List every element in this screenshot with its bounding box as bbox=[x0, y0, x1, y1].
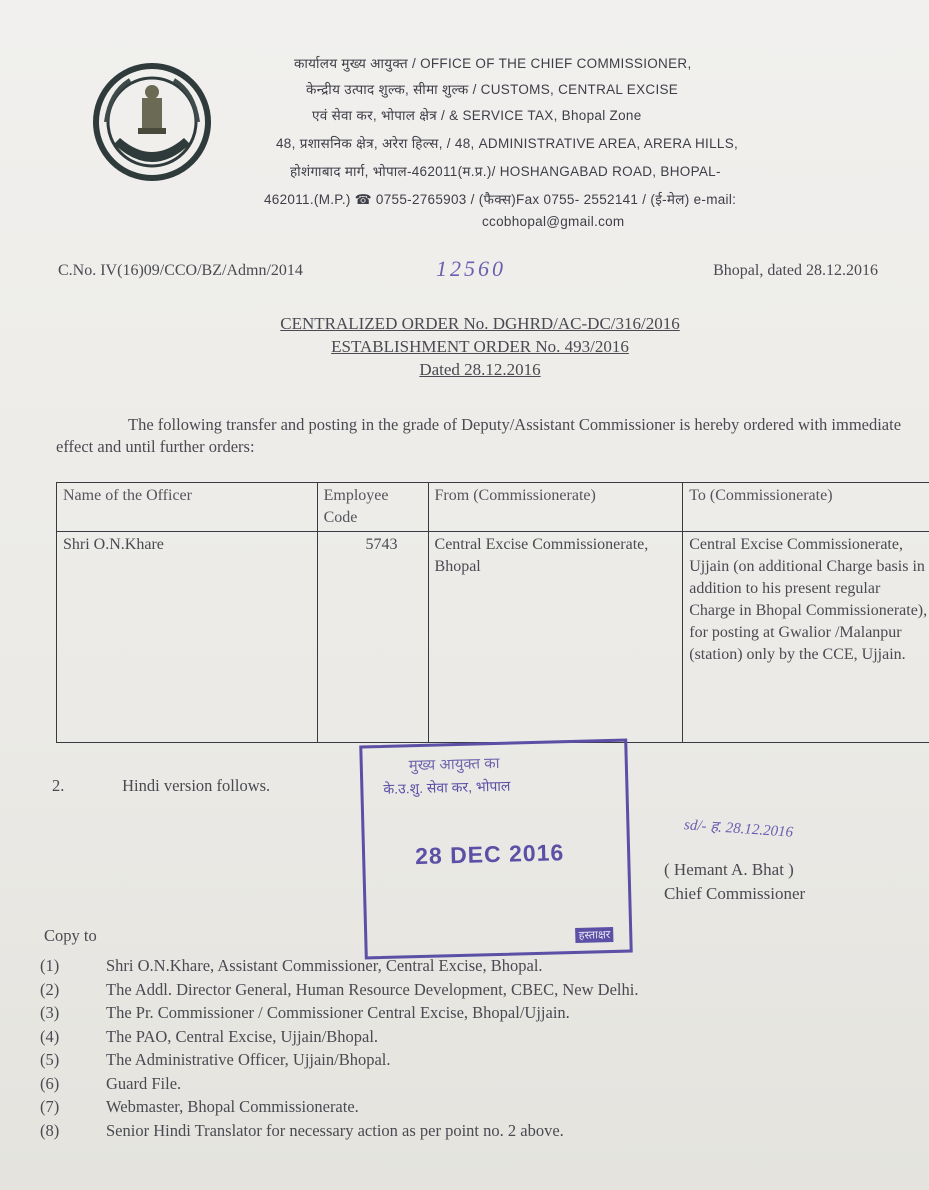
list-item-text: Webmaster, Bhopal Commissionerate. bbox=[106, 1097, 359, 1116]
order-date: Dated 28.12.2016 bbox=[419, 360, 541, 379]
letterhead-line-2: केन्द्रीय उत्पाद शुल्क, सीमा शुल्क / CUSTOMS, CENTRAL EXCISE bbox=[306, 82, 679, 97]
letterhead-line-3: एवं सेवा कर, भोपाल क्षेत्र / & SERVICE TAX, Bhopal Zone bbox=[312, 108, 642, 123]
to-commissionerate: Central Excise Commissionerate, Ujjain (on additional Charge basis in addition to his present regular Charge in Bhopal Commissionerate), for posting at Gwalior /Malanpur (station) only by the CCE, Ujjain. bbox=[683, 532, 929, 743]
centralized-order-title: CENTRALIZED ORDER No. DGHRD/AC-DC/316/2016 bbox=[280, 314, 680, 333]
signatory-name: ( Hemant A. Bhat ) bbox=[664, 860, 794, 879]
list-item-text: Senior Hindi Translator for necessary action as per point no. 2 above. bbox=[106, 1120, 564, 1140]
stamp-footer: हस्ताक्षर bbox=[575, 927, 613, 943]
list-item-text: The Administrative Officer, Ujjain/Bhopal. bbox=[106, 1050, 391, 1069]
intro-paragraph: The following transfer and posting in the grade of Deputy/Assistant Commissioner is hereby ordered with immediate effect and until further orders: bbox=[56, 415, 902, 456]
from-commissionerate: Central Excise Commissionerate, Bhopal bbox=[428, 532, 683, 743]
list-item-number: (4) bbox=[40, 1026, 60, 1046]
file-number: C.No. IV(16)09/CCO/BZ/Admn/2014 bbox=[58, 262, 303, 279]
signature-block bbox=[664, 858, 805, 906]
list-item-number: (6) bbox=[40, 1073, 60, 1093]
handwritten-dispatch-number: 12560 bbox=[436, 256, 506, 281]
list-item-text: The PAO, Central Excise, Ujjain/Bhopal. bbox=[106, 1026, 379, 1046]
signatory-designation: Chief Commissioner bbox=[664, 884, 806, 903]
handwritten-signature: sd/- ह. 28.12.2016 bbox=[683, 817, 794, 841]
list-item bbox=[40, 1072, 900, 1096]
table-row bbox=[57, 532, 929, 743]
table-header-row bbox=[57, 483, 929, 532]
list-item-number: (2) bbox=[40, 979, 60, 999]
list-item-number: (1) bbox=[40, 956, 60, 975]
stamp-date: 28 DEC 2016 bbox=[414, 839, 565, 870]
paragraph-2-text: Hindi version follows. bbox=[122, 776, 271, 795]
stamp-line-1: मुख्य आयुक्त का bbox=[408, 754, 500, 775]
paragraph-number: 2. bbox=[52, 776, 65, 795]
letterhead-email: ccobhopal@gmail.com bbox=[482, 214, 625, 229]
order-titles bbox=[200, 312, 760, 381]
list-item-text: The Addl. Director General, Human Resource Development, CBEC, New Delhi. bbox=[106, 979, 639, 999]
list-item-number: (7) bbox=[40, 1097, 60, 1116]
list-item-text: Shri O.N.Khare, Assistant Commissioner, Central Excise, Bhopal. bbox=[106, 956, 543, 975]
list-item bbox=[40, 1048, 900, 1072]
list-item bbox=[40, 1001, 900, 1025]
list-item bbox=[40, 1025, 900, 1049]
officer-name: Shri O.N.Khare bbox=[57, 532, 318, 743]
employee-code: 5743 bbox=[317, 532, 428, 743]
list-item-number: (5) bbox=[40, 1050, 60, 1069]
list-item bbox=[40, 1095, 900, 1119]
copy-to-label: Copy to bbox=[44, 926, 97, 945]
list-item-text: The Pr. Commissioner / Commissioner Central Excise, Bhopal/Ujjain. bbox=[106, 1003, 570, 1022]
customs-emblem-icon bbox=[92, 62, 212, 182]
letterhead-line-5: होशंगाबाद मार्ग, भोपाल-462011(म.प्र.)/ HOSHANGABAD ROAD, BHOPAL- bbox=[290, 164, 721, 179]
establishment-order-title: ESTABLISHMENT ORDER No. 493/2016 bbox=[331, 337, 629, 356]
stamp-line-2: के.उ.शु. सेवा कर, भोपाल bbox=[383, 777, 511, 797]
header-from: From (Commissionerate) bbox=[428, 483, 683, 532]
letterhead-line-1: कार्यालय मुख्य आयुक्त / OFFICE OF THE CHIEF COMMISSIONER, bbox=[294, 56, 692, 71]
transfer-table bbox=[56, 482, 929, 743]
header-to: To (Commissionerate) bbox=[683, 483, 929, 532]
header-name: Name of the Officer bbox=[57, 483, 318, 532]
place-date: Bhopal, dated 28.12.2016 bbox=[713, 262, 878, 279]
list-item bbox=[40, 978, 900, 1002]
paragraph-2 bbox=[52, 776, 270, 796]
copy-to-list bbox=[40, 954, 900, 1142]
letterhead-line-4: 48, प्रशासनिक क्षेत्र, अरेरा हिल्स, / 48, ADMINISTRATIVE AREA, ARERA HILLS, bbox=[276, 136, 739, 151]
list-item-number: (8) bbox=[40, 1120, 60, 1140]
list-item bbox=[40, 1119, 900, 1143]
list-item-text: Guard File. bbox=[106, 1073, 182, 1093]
header-employee-code: Employee Code bbox=[317, 483, 428, 532]
office-stamp bbox=[359, 739, 633, 960]
letterhead-line-6: 462011.(M.P.) ☎ 0755-2765903 / (फैक्स)Fax 0755- 2552141 / (ई-मेल) e-mail: bbox=[264, 192, 737, 207]
list-item-number: (3) bbox=[40, 1003, 60, 1022]
list-item bbox=[40, 954, 900, 978]
